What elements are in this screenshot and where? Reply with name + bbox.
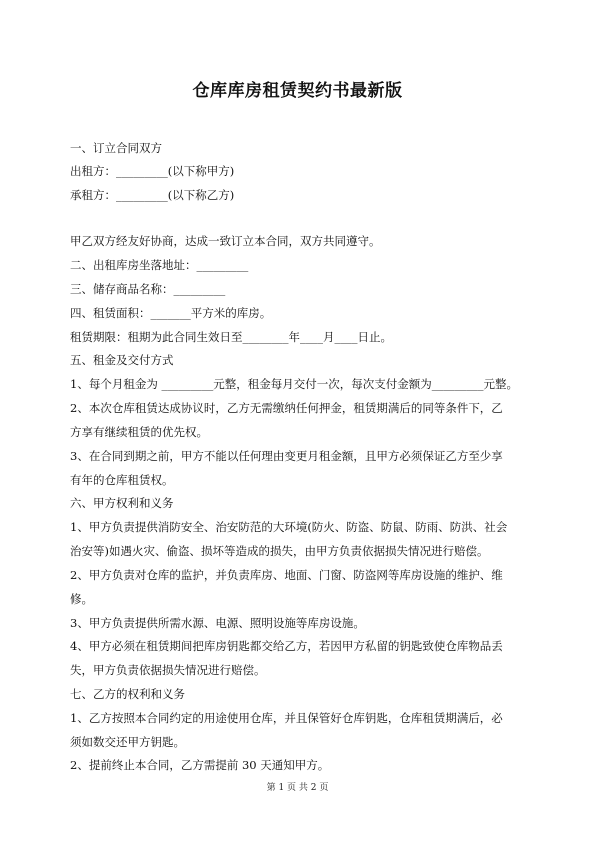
agreement-paragraph: 甲乙双方经友好协商，达成一致订立本合同，双方共同遵守。 [70, 234, 381, 248]
lease-term-line: 租赁期限：租期为此合同生效日至________年____月____日止。 [70, 330, 392, 344]
rent-clause-3: 3、在合同到期之前，甲方不能以任何理由变更月租金额，且甲方必须保证乙方至少享 [70, 449, 503, 463]
section-heading-area: 四、租赁面积：_______平方米的库房。 [70, 306, 272, 320]
lessor-clause-2-cont: 修。 [70, 592, 93, 606]
section-heading-goods: 三、储存商品名称：_________ [70, 282, 226, 296]
lessor-clause-1: 1、甲方负责提供消防安全、治安防范的大环境(防火、防盗、防鼠、防雨、防洪、社会 [70, 520, 508, 534]
lessor-clause-1-cont: 治安等)如遇火灾、偷盗、损坏等造成的损失，由甲方负责依据损失情况进行赔偿。 [70, 544, 489, 558]
section-heading-rent: 五、租金及交付方式 [70, 353, 174, 367]
rent-clause-2: 2、本次仓库租赁达成协议时，乙方无需缴纳任何押金，租赁期满后的同等条件下，乙 [70, 401, 503, 415]
rent-clause-1: 1、每个月租金为 _________元整，租金每月交付一次，每次支付金额为_________元整。 [70, 377, 518, 391]
page-number: 第 1 页 共 2 页 [266, 783, 329, 793]
lessee-line: 承租方：_________(以下称乙方) [70, 188, 235, 202]
lessor-clause-4-cont: 失，甲方负责依据损失情况进行赔偿。 [70, 663, 266, 677]
section-heading-address: 二、出租库房坐落地址：_________ [70, 258, 249, 272]
section-heading-lessor-duties: 六、甲方权利和义务 [70, 496, 174, 510]
lessee-clause-1: 1、乙方按照本合同约定的用途使用仓库，并且保管好仓库钥匙，仓库租赁期满后，必 [70, 711, 503, 725]
section-heading-parties: 一、订立合同双方 [70, 141, 162, 155]
lessee-clause-1-cont: 须如数交还甲方钥匙。 [70, 735, 185, 749]
lessor-line: 出租方：_________(以下称甲方) [70, 164, 235, 178]
lessor-clause-4: 4、甲方必须在租赁期间把库房钥匙都交给乙方，若因甲方私留的钥匙致使仓库物品丢 [70, 639, 503, 653]
rent-clause-2-cont: 方享有继续租赁的优先权。 [70, 425, 208, 439]
lessee-clause-2: 2、提前终止本合同，乙方需提前 30 天通知甲方。 [70, 758, 330, 772]
lessor-clause-2: 2、甲方负责对仓库的监护，并负责库房、地面、门窗、防盗网等库房设施的维护、维 [70, 568, 503, 582]
lessor-clause-3: 3、甲方负责提供所需水源、电源、照明设施等库房设施。 [70, 616, 365, 630]
rent-clause-3-cont: 有年的仓库租赁权。 [70, 473, 174, 487]
document-title: 仓库库房租赁契约书最新版 [192, 81, 403, 101]
section-heading-lessee-duties: 七、乙方的权利和义务 [70, 687, 185, 701]
